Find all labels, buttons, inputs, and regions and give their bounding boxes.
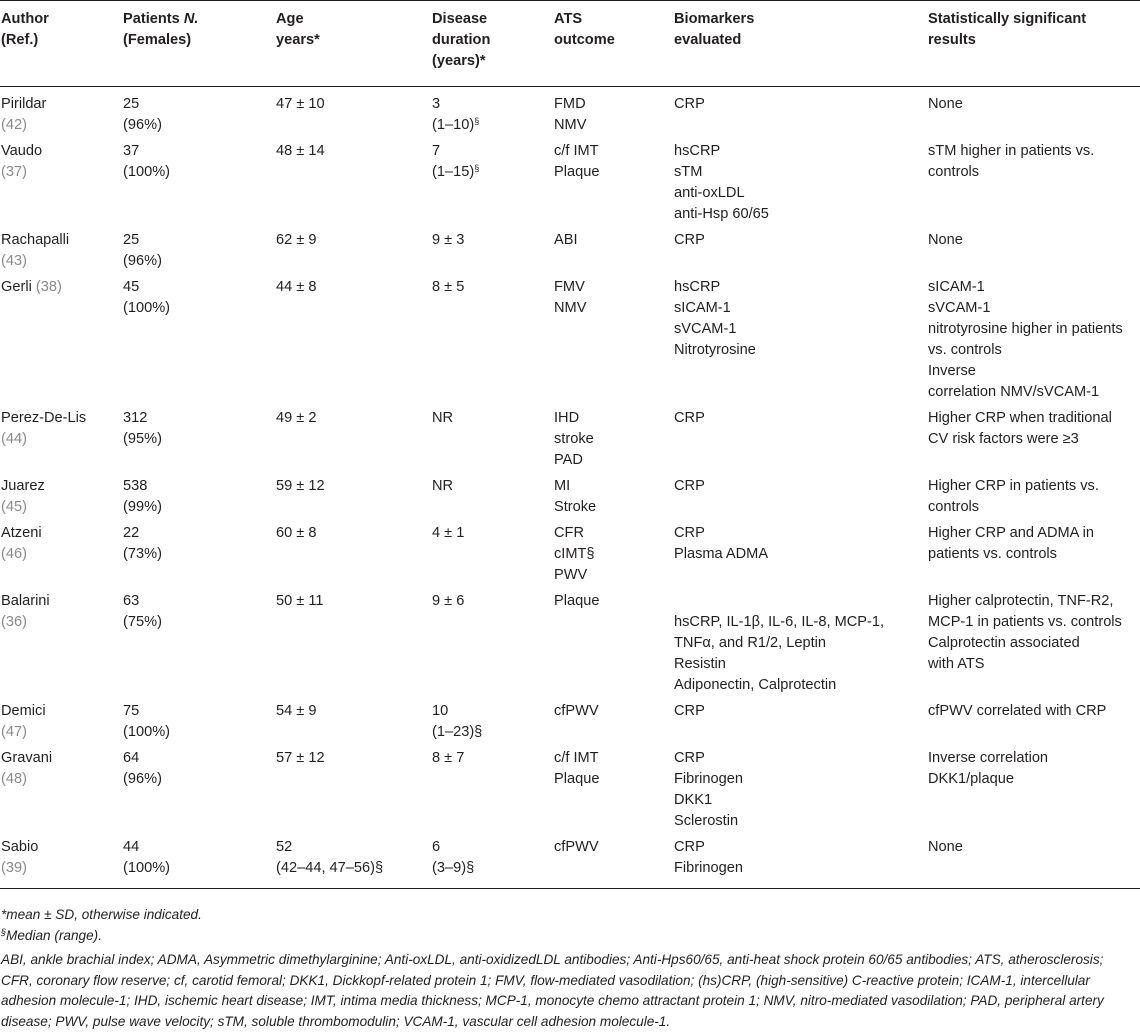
results-line: None bbox=[928, 837, 1136, 858]
abbreviations-line: disease; PWV, pulse wave velocity; sTM, soluble thrombomodulin; VCAM-1, vascular cell adhesion molecule-1. bbox=[1, 1012, 1137, 1032]
results-line: controls bbox=[928, 162, 1136, 183]
biomarkers-line: Resistin bbox=[674, 654, 924, 675]
outcome-line: Plaque bbox=[554, 591, 670, 612]
patients-line: (73%) bbox=[123, 544, 272, 565]
author-ref-line bbox=[1, 612, 119, 633]
biomarkers-line: CRP bbox=[674, 408, 924, 429]
author-line bbox=[1, 94, 119, 115]
biomarkers-line: hsCRP bbox=[674, 141, 924, 162]
cell-duration bbox=[432, 591, 554, 701]
cell-patients bbox=[123, 476, 276, 523]
author-ref-line bbox=[1, 251, 119, 272]
outcome-line: NMV bbox=[554, 115, 670, 136]
results-line: Inverse bbox=[928, 361, 1136, 382]
author-ref: (44) bbox=[1, 431, 27, 447]
cell-biomarkers bbox=[674, 523, 928, 591]
table-row bbox=[0, 837, 1140, 889]
table-row bbox=[0, 523, 1140, 591]
header-line: evaluated bbox=[674, 30, 924, 51]
biomarkers-line: CRP bbox=[674, 94, 924, 115]
results-line: with ATS bbox=[928, 654, 1136, 675]
results-line: Higher CRP and ADMA in bbox=[928, 523, 1136, 544]
biomarkers-line: hsCRP, IL-1β, IL-6, IL-8, MCP-1, bbox=[674, 612, 924, 633]
patients-line: (96%) bbox=[123, 115, 272, 136]
duration-line: (3–9)§ bbox=[432, 858, 550, 879]
header-patients bbox=[123, 1, 276, 87]
cell-patients bbox=[123, 87, 276, 142]
age-line: 60 ± 8 bbox=[276, 523, 428, 544]
header-biomarkers bbox=[674, 1, 928, 87]
outcome-line: cfPWV bbox=[554, 837, 670, 858]
outcome-line: cfPWV bbox=[554, 701, 670, 722]
header-line-text: Patients bbox=[123, 11, 180, 27]
cell-results bbox=[928, 591, 1140, 701]
table-row bbox=[0, 408, 1140, 476]
patients-line: (95%) bbox=[123, 429, 272, 450]
cell-outcome bbox=[554, 748, 674, 837]
cell-outcome bbox=[554, 230, 674, 277]
author-ref-line bbox=[1, 115, 119, 136]
cell-duration bbox=[432, 523, 554, 591]
results-line: Higher calprotectin, TNF-R2, bbox=[928, 591, 1136, 612]
cell-patients bbox=[123, 591, 276, 701]
biomarkers-line: Fibrinogen bbox=[674, 769, 924, 790]
cell-author bbox=[0, 591, 123, 701]
biomarkers-line: CRP bbox=[674, 476, 924, 497]
cell-duration bbox=[432, 837, 554, 889]
age-line: 59 ± 12 bbox=[276, 476, 428, 497]
results-line: vs. controls bbox=[928, 340, 1136, 361]
cell-biomarkers bbox=[674, 277, 928, 408]
author-line bbox=[1, 230, 119, 251]
duration-line: 6 bbox=[432, 837, 550, 858]
results-line: DKK1/plaque bbox=[928, 769, 1136, 790]
abbreviations-line: CFR, coronary flow reserve; cf, carotid femoral; DKK1, Dickkopf-related protein 1; FMV, flow-mediated vasodilation; (hs)CRP, (high-sensitive) C-reactive protein; ICAM-1, intercellular bbox=[1, 971, 1137, 992]
cell-age bbox=[276, 591, 432, 701]
patients-line: (100%) bbox=[123, 298, 272, 319]
cell-duration bbox=[432, 701, 554, 748]
cell-biomarkers bbox=[674, 230, 928, 277]
cell-author bbox=[0, 476, 123, 523]
cell-results bbox=[928, 408, 1140, 476]
author-line bbox=[1, 837, 119, 858]
header-duration bbox=[432, 1, 554, 87]
header-line: Disease bbox=[432, 9, 550, 30]
author-ref: (36) bbox=[1, 614, 27, 630]
author-name: Balarini bbox=[1, 593, 50, 609]
duration-line: (1–23)§ bbox=[432, 722, 550, 743]
table-row bbox=[0, 591, 1140, 701]
cell-biomarkers bbox=[674, 591, 928, 701]
header-line: (Ref.) bbox=[1, 30, 119, 51]
author-name: Gravani bbox=[1, 750, 52, 766]
age-line: (42–44, 47–56)§ bbox=[276, 858, 428, 879]
biomarkers-line: Fibrinogen bbox=[674, 858, 924, 879]
cell-duration bbox=[432, 277, 554, 408]
age-line: 44 ± 8 bbox=[276, 277, 428, 298]
cell-author bbox=[0, 230, 123, 277]
author-line bbox=[1, 591, 119, 612]
results-line: sICAM-1 bbox=[928, 277, 1136, 298]
cell-biomarkers bbox=[674, 476, 928, 523]
biomarkers-line: sTM bbox=[674, 162, 924, 183]
table-body bbox=[0, 87, 1140, 889]
patients-line: (96%) bbox=[123, 769, 272, 790]
biomarkers-line: anti-Hsp 60/65 bbox=[674, 204, 924, 225]
patients-line: 44 bbox=[123, 837, 272, 858]
biomarkers-line: Adiponectin, Calprotectin bbox=[674, 675, 924, 696]
header-line: years* bbox=[276, 30, 428, 51]
outcome-line: Stroke bbox=[554, 497, 670, 518]
author-line bbox=[1, 476, 119, 497]
cell-author bbox=[0, 277, 123, 408]
cell-results bbox=[928, 476, 1140, 523]
biomarkers-line: CRP bbox=[674, 230, 924, 251]
table-row bbox=[0, 748, 1140, 837]
outcome-line: PWV bbox=[554, 565, 670, 586]
cell-results bbox=[928, 748, 1140, 837]
header-line: (years)* bbox=[432, 51, 550, 72]
author-line bbox=[1, 141, 119, 162]
cell-results bbox=[928, 523, 1140, 591]
biomarkers-line: CRP bbox=[674, 523, 924, 544]
cell-duration bbox=[432, 748, 554, 837]
author-ref-line bbox=[1, 858, 119, 879]
outcome-line: ABI bbox=[554, 230, 670, 251]
cell-age bbox=[276, 523, 432, 591]
footnote-mean: *mean ± SD, otherwise indicated. bbox=[1, 905, 1137, 926]
duration-line: NR bbox=[432, 408, 550, 429]
author-ref-line bbox=[1, 544, 119, 565]
outcome-line: NMV bbox=[554, 298, 670, 319]
age-line: 47 ± 10 bbox=[276, 94, 428, 115]
abbreviations-line: ABI, ankle brachial index; ADMA, Asymmetric dimethylarginine; Anti-oxLDL, anti-oxidizedLDL antibodies; Anti-Hps60/65, anti-heat shock protein 60/65 antibodies; ATS, atherosclerosis; bbox=[1, 950, 1137, 971]
cell-biomarkers bbox=[674, 141, 928, 230]
cell-patients bbox=[123, 230, 276, 277]
outcome-line: PAD bbox=[554, 450, 670, 471]
cell-author bbox=[0, 87, 123, 142]
duration-line: 4 ± 1 bbox=[432, 523, 550, 544]
cell-duration bbox=[432, 408, 554, 476]
author-name: Sabio bbox=[1, 839, 38, 855]
biomarkers-line: anti-oxLDL bbox=[674, 183, 924, 204]
median-marker: § bbox=[474, 116, 479, 126]
age-line: 48 ± 14 bbox=[276, 141, 428, 162]
cell-results bbox=[928, 230, 1140, 277]
author-ref-line bbox=[1, 769, 119, 790]
patients-line: 22 bbox=[123, 523, 272, 544]
cell-age bbox=[276, 748, 432, 837]
duration-line bbox=[432, 115, 550, 136]
biomarkers-line: Sclerostin bbox=[674, 811, 924, 832]
table-row bbox=[0, 141, 1140, 230]
cell-patients bbox=[123, 701, 276, 748]
table-header-row bbox=[0, 1, 1140, 87]
cell-patients bbox=[123, 748, 276, 837]
results-line: None bbox=[928, 94, 1136, 115]
cell-patients bbox=[123, 277, 276, 408]
outcome-line: cIMT§ bbox=[554, 544, 670, 565]
patients-line: (100%) bbox=[123, 722, 272, 743]
cell-outcome bbox=[554, 476, 674, 523]
header-author bbox=[0, 1, 123, 87]
cell-duration bbox=[432, 141, 554, 230]
duration-line: 10 bbox=[432, 701, 550, 722]
author-ref: (45) bbox=[1, 499, 27, 515]
cell-outcome bbox=[554, 837, 674, 889]
outcome-line: IHD bbox=[554, 408, 670, 429]
cell-biomarkers bbox=[674, 408, 928, 476]
age-line: 49 ± 2 bbox=[276, 408, 428, 429]
footnote-abbreviations bbox=[1, 950, 1137, 1032]
patients-line: (75%) bbox=[123, 612, 272, 633]
author-ref: (42) bbox=[1, 117, 27, 133]
duration-line bbox=[432, 162, 550, 183]
patients-line: 45 bbox=[123, 277, 272, 298]
patients-line: (100%) bbox=[123, 162, 272, 183]
cell-author bbox=[0, 837, 123, 889]
table-row bbox=[0, 87, 1140, 142]
cell-outcome bbox=[554, 591, 674, 701]
duration-line: 9 ± 3 bbox=[432, 230, 550, 251]
patients-line: (96%) bbox=[123, 251, 272, 272]
header-age bbox=[276, 1, 432, 87]
cell-results bbox=[928, 701, 1140, 748]
patients-line: 538 bbox=[123, 476, 272, 497]
cell-patients bbox=[123, 408, 276, 476]
biomarkers-line: sICAM-1 bbox=[674, 298, 924, 319]
author-name: Gerli bbox=[1, 279, 32, 295]
results-line: Calprotectin associated bbox=[928, 633, 1136, 654]
author-line bbox=[1, 523, 119, 544]
header-line: ATS bbox=[554, 9, 670, 30]
author-name: Demici bbox=[1, 703, 46, 719]
duration-line: 8 ± 7 bbox=[432, 748, 550, 769]
age-line: 54 ± 9 bbox=[276, 701, 428, 722]
header-results bbox=[928, 1, 1140, 87]
results-line: CV risk factors were ≥3 bbox=[928, 429, 1136, 450]
cell-results bbox=[928, 87, 1140, 142]
header-line: (Females) bbox=[123, 30, 272, 51]
author-line bbox=[1, 408, 119, 429]
cell-author bbox=[0, 701, 123, 748]
cell-results bbox=[928, 141, 1140, 230]
cell-age bbox=[276, 837, 432, 889]
biomarkers-line: CRP bbox=[674, 701, 924, 722]
outcome-line: Plaque bbox=[554, 769, 670, 790]
author-ref-line bbox=[1, 722, 119, 743]
cell-outcome bbox=[554, 141, 674, 230]
age-line: 50 ± 11 bbox=[276, 591, 428, 612]
patients-line: 64 bbox=[123, 748, 272, 769]
duration-text: (1–10) bbox=[432, 117, 474, 133]
header-line bbox=[123, 9, 272, 30]
author-name: Pirildar bbox=[1, 96, 46, 112]
cell-patients bbox=[123, 523, 276, 591]
cell-results bbox=[928, 837, 1140, 889]
outcome-line: stroke bbox=[554, 429, 670, 450]
author-line bbox=[1, 277, 119, 298]
table-row bbox=[0, 230, 1140, 277]
author-ref: (37) bbox=[1, 164, 27, 180]
results-line: Higher CRP in patients vs. bbox=[928, 476, 1136, 497]
author-ref: (48) bbox=[1, 771, 27, 787]
duration-line: 8 ± 5 bbox=[432, 277, 550, 298]
patients-line: (100%) bbox=[123, 858, 272, 879]
patients-line: 25 bbox=[123, 94, 272, 115]
author-ref: (39) bbox=[1, 860, 27, 876]
cell-biomarkers bbox=[674, 87, 928, 142]
author-name: Perez-De-Lis bbox=[1, 410, 86, 426]
cell-patients bbox=[123, 141, 276, 230]
cell-outcome bbox=[554, 87, 674, 142]
outcome-line: CFR bbox=[554, 523, 670, 544]
cell-age bbox=[276, 476, 432, 523]
cell-age bbox=[276, 230, 432, 277]
author-ref: (43) bbox=[1, 253, 27, 269]
author-ref-line bbox=[1, 497, 119, 518]
duration-line: 7 bbox=[432, 141, 550, 162]
outcome-line: c/f IMT bbox=[554, 748, 670, 769]
duration-text: (1–15) bbox=[432, 164, 474, 180]
cell-author bbox=[0, 523, 123, 591]
cell-outcome bbox=[554, 701, 674, 748]
duration-line: 3 bbox=[432, 94, 550, 115]
patients-line: (99%) bbox=[123, 497, 272, 518]
cell-duration bbox=[432, 230, 554, 277]
cell-age bbox=[276, 408, 432, 476]
cell-results bbox=[928, 277, 1140, 408]
author-ref: (47) bbox=[1, 724, 27, 740]
biomarkers-line bbox=[674, 591, 924, 612]
cell-patients bbox=[123, 837, 276, 889]
header-line: outcome bbox=[554, 30, 670, 51]
author-line bbox=[1, 701, 119, 722]
header-line: duration bbox=[432, 30, 550, 51]
header-line: Age bbox=[276, 9, 428, 30]
biomarkers-line: TNFα, and R1/2, Leptin bbox=[674, 633, 924, 654]
cell-biomarkers bbox=[674, 837, 928, 889]
results-line: controls bbox=[928, 497, 1136, 518]
biomarkers-line: Nitrotyrosine bbox=[674, 340, 924, 361]
results-line: MCP-1 in patients vs. controls bbox=[928, 612, 1136, 633]
biomarkers-line: sVCAM-1 bbox=[674, 319, 924, 340]
results-line: nitrotyrosine higher in patients bbox=[928, 319, 1136, 340]
table-row bbox=[0, 476, 1140, 523]
duration-line: NR bbox=[432, 476, 550, 497]
patients-line: 37 bbox=[123, 141, 272, 162]
results-line: None bbox=[928, 230, 1136, 251]
results-line: patients vs. controls bbox=[928, 544, 1136, 565]
results-line: sVCAM-1 bbox=[928, 298, 1136, 319]
outcome-line: FMD bbox=[554, 94, 670, 115]
cell-outcome bbox=[554, 408, 674, 476]
results-line: cfPWV correlated with CRP bbox=[928, 701, 1136, 722]
author-ref: (46) bbox=[1, 546, 27, 562]
cell-biomarkers bbox=[674, 748, 928, 837]
age-line: 62 ± 9 bbox=[276, 230, 428, 251]
age-line: 57 ± 12 bbox=[276, 748, 428, 769]
author-ref-line bbox=[1, 429, 119, 450]
cell-age bbox=[276, 141, 432, 230]
table-row bbox=[0, 701, 1140, 748]
header-line: results bbox=[928, 30, 1136, 51]
cell-age bbox=[276, 277, 432, 408]
cell-outcome bbox=[554, 523, 674, 591]
author-name: Rachapalli bbox=[1, 232, 69, 248]
author-line bbox=[1, 748, 119, 769]
author-name: Atzeni bbox=[1, 525, 42, 541]
header-line: Author bbox=[1, 9, 119, 30]
cell-outcome bbox=[554, 277, 674, 408]
header-line: Biomarkers bbox=[674, 9, 924, 30]
biomarkers-line: Plasma ADMA bbox=[674, 544, 924, 565]
header-outcome bbox=[554, 1, 674, 87]
cell-duration bbox=[432, 87, 554, 142]
duration-line: 9 ± 6 bbox=[432, 591, 550, 612]
biomarkers-line: CRP bbox=[674, 748, 924, 769]
patients-line: 75 bbox=[123, 701, 272, 722]
outcome-line: c/f IMT bbox=[554, 141, 670, 162]
table-footnotes bbox=[1, 905, 1137, 1032]
header-line: Statistically significant bbox=[928, 9, 1136, 30]
outcome-line: Plaque bbox=[554, 162, 670, 183]
biomarkers-line: hsCRP bbox=[674, 277, 924, 298]
results-line: correlation NMV/sVCAM-1 bbox=[928, 382, 1136, 403]
patients-line: 63 bbox=[123, 591, 272, 612]
author-ref-line bbox=[1, 162, 119, 183]
table-row bbox=[0, 277, 1140, 408]
cell-author bbox=[0, 141, 123, 230]
biomarkers-line: DKK1 bbox=[674, 790, 924, 811]
results-line: Inverse correlation bbox=[928, 748, 1136, 769]
author-ref: (38) bbox=[36, 279, 62, 295]
patients-line: 25 bbox=[123, 230, 272, 251]
age-line: 52 bbox=[276, 837, 428, 858]
cell-author bbox=[0, 748, 123, 837]
median-marker: § bbox=[474, 163, 479, 173]
author-name: Juarez bbox=[1, 478, 45, 494]
cell-age bbox=[276, 87, 432, 142]
patients-line: 312 bbox=[123, 408, 272, 429]
cell-duration bbox=[432, 476, 554, 523]
results-line: Higher CRP when traditional bbox=[928, 408, 1136, 429]
outcome-line: MI bbox=[554, 476, 670, 497]
biomarkers-line: CRP bbox=[674, 837, 924, 858]
abbreviations-line: adhesion molecule-1; IHD, ischemic heart disease; IMT, intima media thickness; MCP-1, monocyte chemo attractant protein 1; NMV, nitro-mediated vasodilation; PAD, peripheral artery bbox=[1, 991, 1137, 1012]
results-line: sTM higher in patients vs. bbox=[928, 141, 1136, 162]
footnote-median bbox=[1, 926, 1137, 947]
footnote-median-marker: § bbox=[1, 927, 6, 937]
footnote-median-text: Median (range). bbox=[6, 928, 102, 943]
header-n-italic: N. bbox=[184, 11, 199, 27]
cell-biomarkers bbox=[674, 701, 928, 748]
author-name: Vaudo bbox=[1, 143, 42, 159]
outcome-line: FMV bbox=[554, 277, 670, 298]
cell-author bbox=[0, 408, 123, 476]
cell-age bbox=[276, 701, 432, 748]
